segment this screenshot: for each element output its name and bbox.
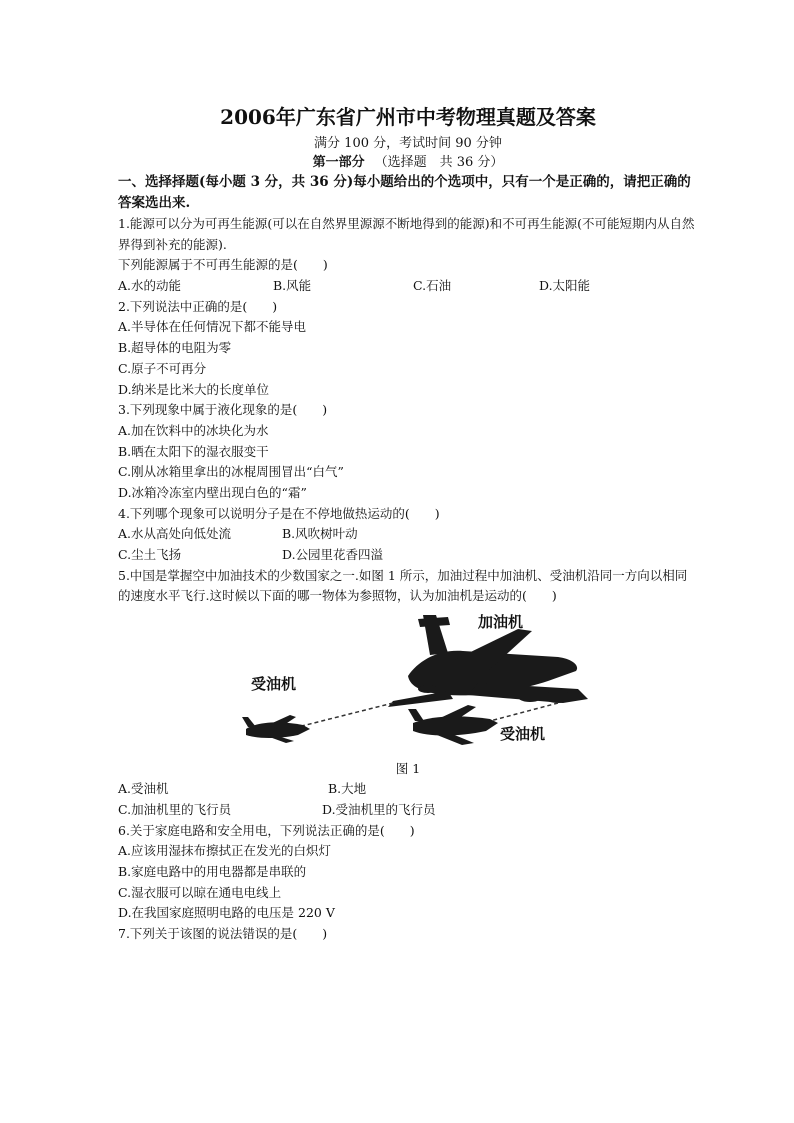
q3-option-c: C.刚从冰箱里拿出的冰棍周围冒出“白气” [118,464,344,480]
receiver-plane-right-icon [408,705,498,745]
q2-option-d: D.纳米是比米大的长度单位 [118,381,270,397]
refueling-illustration [118,611,698,759]
label-receiver-left: 受油机 [251,675,297,694]
exam-subtitle: 满分 100 分，考试时间 90 分钟 [314,136,502,151]
exam-page [118,100,698,945]
q2-stem: 2.下列说法中正确的是( ) [118,298,278,314]
q5-option-b: B.大地 [328,781,367,797]
q5-options-row1 [118,779,698,800]
figure-1-refueling [118,611,698,759]
q1-option-b: B.风能 [273,278,312,294]
q1-option-c: C.石油 [413,278,452,294]
q4-options-row1 [118,524,698,545]
q1-option-d: D.太阳能 [539,278,591,294]
q6-stem: 6.关于家庭电路和安全用电，下列说法正确的是( ) [118,822,415,838]
q3-option-a: A.加在饮料中的冰块化为水 [118,422,269,438]
q5-option-a: A.受油机 [118,781,169,797]
q5-stem: 5.中国是掌握空中加油技术的少数国家之一.如图 1 所示，加油过程中加油机、受油机沿同一方向以相同的速度水平飞行.这时候以下面的哪一物体为参照物，认为加油机是运动的( ) [118,567,688,604]
figure-1-caption: 图 1 [395,761,421,777]
q1-option-a: A.水的动能 [118,278,182,294]
q1-options [118,276,698,297]
refuel-hose-left [298,703,393,727]
q2-option-c: C.原子不可再分 [118,360,207,376]
q2-option-b: B.超导体的电阻为零 [118,340,232,356]
section-heading: 一、选择择题(每小题 3 分，共 36 分)每小题给出的个选项中，只有一个是正确的，请把正确的答案选出来. [118,174,691,211]
label-tanker: 加油机 [478,613,524,632]
q5-options-row2 [118,800,698,821]
exam-title: 2006年广东省广州市中考物理真题及答案 [220,105,596,129]
part-desc: （选择题 共 36 分） [374,155,504,170]
q3-option-b: B.晒在太阳下的湿衣服变干 [118,443,269,459]
label-receiver-right: 受油机 [500,725,546,744]
q7-stem: 7.下列关于该图的说法错误的是( ) [118,925,328,941]
q4-option-d: D.公园里花香四溢 [282,547,384,563]
q4-options-row2 [118,545,698,566]
q6-option-a: A.应该用湿抹布擦拭正在发光的白炽灯 [118,843,332,859]
q6-option-d: D.在我国家庭照明电路的电压是 220 V [118,905,335,921]
q6-option-b: B.家庭电路中的用电器都是串联的 [118,863,307,879]
q4-option-b: B.风吹树叶动 [282,526,358,542]
refuel-hose-right [490,703,558,721]
q3-option-d: D.冰箱冷冻室内壁出现白色的“霜” [118,484,307,500]
part-heading [118,153,698,172]
q4-option-a: A.水从高处向低处流 [118,526,232,542]
q4-stem: 4.下列哪个现象可以说明分子是在不停地做热运动的( ) [118,505,440,521]
q6-option-c: C.湿衣服可以晾在通电电线上 [118,884,282,900]
q4-option-c: C.尘土飞扬 [118,547,182,563]
q3-stem: 3.下列现象中属于液化现象的是( ) [118,402,328,418]
part-name: 第一部分 [312,155,365,170]
q1-ask: 下列能源属于不可再生能源的是( ) [118,257,328,273]
q5-option-c: C.加油机里的飞行员 [118,801,232,817]
q1-stem: 1.能源可以分为可再生能源(可以在自然界里源源不断地得到的能源)和不可再生能源(不可能短期内从自然界得到补充的能源). [118,216,695,252]
receiver-plane-left-icon [242,715,310,743]
q2-option-a: A.半导体在任何情况下都不能导电 [118,319,307,335]
q5-option-d: D.受油机里的飞行员 [322,801,436,817]
